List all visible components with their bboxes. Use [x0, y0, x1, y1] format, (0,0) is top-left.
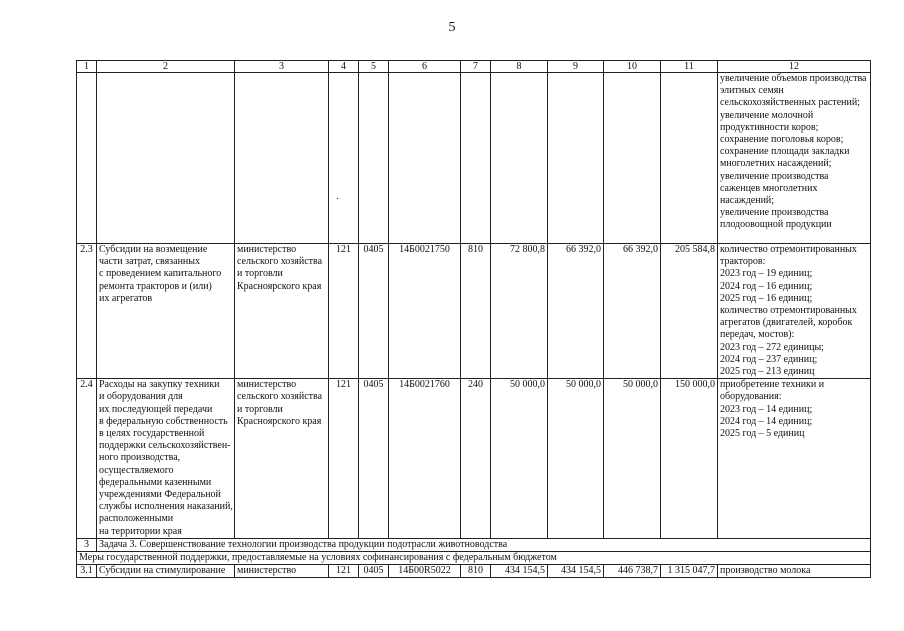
- col-header: 3: [235, 61, 329, 73]
- results-cell: [718, 244, 871, 379]
- result-line: 2023 год – 272 единицы;: [720, 341, 824, 353]
- name-line: федеральными казенными: [99, 476, 212, 488]
- amount-cell: 150 000,0: [661, 379, 718, 539]
- result-line: приобретение техники и: [720, 379, 825, 391]
- result-line: тракторов:: [720, 256, 766, 268]
- section-row: [77, 552, 871, 565]
- amount-cell: 50 000,0: [604, 379, 661, 539]
- name-line: на территории края: [99, 525, 182, 537]
- column-number-row: [77, 61, 871, 73]
- code-cell: 0405: [359, 379, 389, 539]
- result-line: продуктивности коров;: [720, 121, 819, 133]
- code-cell: 14Б0021750: [389, 244, 461, 379]
- table-row: [77, 565, 871, 578]
- executor-cell: [235, 379, 329, 539]
- result-line: 2025 год – 16 единиц;: [720, 292, 813, 304]
- result-line: насаждений;: [720, 195, 775, 207]
- code-cell: 0405: [359, 244, 389, 379]
- col-header: 2: [97, 61, 235, 73]
- code-cell: 810: [461, 244, 491, 379]
- executor-line: министерство: [237, 379, 297, 391]
- amount-cell: 446 738,7: [604, 565, 661, 578]
- results-cell: [718, 73, 871, 244]
- col-header: 6: [389, 61, 461, 73]
- executor-line: Красноярского края: [237, 280, 322, 292]
- measure-name-cell: [97, 244, 235, 379]
- scan-mark: ·: [336, 194, 340, 205]
- result-line: 2024 год – 14 единиц;: [720, 415, 813, 427]
- result-line: 2025 год – 213 единиц: [720, 366, 815, 378]
- name-line: ремонта тракторов и (или): [99, 280, 212, 292]
- executor-line: министерство: [237, 244, 297, 255]
- result-line: 2025 год – 5 единиц: [720, 428, 805, 440]
- result-line: увеличение производства: [720, 207, 829, 219]
- code-cell: 121: [329, 244, 359, 379]
- code-cell: 121: [329, 565, 359, 578]
- amount-cell: 205 584,8: [661, 244, 718, 379]
- row-number: 2.4: [77, 379, 97, 539]
- result-line: агрегатов (двигателей, коробок: [720, 317, 853, 329]
- results-cell: производство молока: [718, 565, 871, 578]
- result-line: 2023 год – 19 единиц;: [720, 268, 813, 280]
- result-line: сельскохозяйственных растений;: [720, 97, 860, 109]
- result-line: увеличение молочной: [720, 109, 814, 121]
- result-line: увеличение объемов производства: [720, 73, 867, 84]
- result-line: сохранение поголовья коров;: [720, 134, 844, 146]
- name-line: в целях государственной: [99, 428, 205, 440]
- col-header: 8: [491, 61, 548, 73]
- result-line: многолетних насаждений;: [720, 158, 832, 170]
- result-line: саженцев многолетних: [720, 182, 818, 194]
- continuation-row: [77, 73, 871, 244]
- amount-cell: 1 315 047,7: [661, 565, 718, 578]
- row-number: 2.3: [77, 244, 97, 379]
- task-row: [77, 538, 871, 551]
- col-header: 4: [329, 61, 359, 73]
- code-cell: 14Б00R5022: [389, 565, 461, 578]
- code-cell: 0405: [359, 565, 389, 578]
- result-line: сохранение площади закладки: [720, 146, 850, 158]
- amount-cell: 66 392,0: [604, 244, 661, 379]
- program-table: [76, 60, 871, 578]
- page-number: 5: [448, 20, 456, 35]
- result-line: количество отремонтированных: [720, 244, 857, 255]
- row-number: 3: [77, 538, 97, 551]
- result-line: 2024 год – 237 единиц;: [720, 353, 818, 365]
- task-title: Задача 3. Совершенствование технологии производства продукции подотрасли животноводства: [97, 538, 871, 551]
- name-line: учреждениями Федеральной: [99, 489, 221, 501]
- name-line: Расходы на закупку техники: [99, 379, 220, 391]
- result-line: оборудования:: [720, 391, 782, 403]
- result-line: плодоовощной продукции: [720, 219, 832, 231]
- result-line: увеличение производства: [720, 170, 829, 182]
- name-line: ного производства,: [99, 452, 181, 464]
- name-line: их агрегатов: [99, 292, 153, 304]
- row-number: 3.1: [77, 565, 97, 578]
- name-line: расположенными: [99, 513, 174, 525]
- table-row: [77, 379, 871, 539]
- executor-line: и торговли: [237, 403, 283, 415]
- name-line: с проведением капитального: [99, 268, 222, 280]
- name-line: Субсидии на возмещение: [99, 244, 208, 255]
- measure-name-cell: Субсидии на стимулирование: [97, 565, 235, 578]
- name-line: службы исполнения наказаний,: [99, 501, 233, 513]
- name-line: осуществляемого: [99, 464, 174, 476]
- name-line: в федеральную собственность: [99, 415, 228, 427]
- results-cell: [718, 379, 871, 539]
- section-title: Меры государственной поддержки, предоставляемые на условиях софинансирования с федеральным бюджетом: [77, 552, 871, 565]
- name-line: их последующей передачи: [99, 403, 213, 415]
- name-line: части затрат, связанных: [99, 256, 200, 268]
- code-cell: 14Б0021760: [389, 379, 461, 539]
- result-line: 2023 год – 14 единиц;: [720, 403, 813, 415]
- executor-cell: [235, 244, 329, 379]
- executor-cell: министерство: [235, 565, 329, 578]
- executor-line: и торговли: [237, 268, 283, 280]
- executor-line: сельского хозяйства: [237, 391, 323, 403]
- code-cell: 810: [461, 565, 491, 578]
- col-header: 10: [604, 61, 661, 73]
- result-line: элитных семян: [720, 85, 784, 97]
- result-line: 2024 год – 16 единиц;: [720, 280, 813, 292]
- amount-cell: 50 000,0: [548, 379, 604, 539]
- col-header: 5: [359, 61, 389, 73]
- code-cell: 121: [329, 379, 359, 539]
- executor-line: сельского хозяйства: [237, 256, 323, 268]
- amount-cell: 434 154,5: [491, 565, 548, 578]
- executor-line: Красноярского края: [237, 415, 322, 427]
- measure-name-cell: [97, 379, 235, 539]
- amount-cell: 434 154,5: [548, 565, 604, 578]
- code-cell: 240: [461, 379, 491, 539]
- result-line: количество отремонтированных: [720, 305, 857, 317]
- result-line: передач, мостов):: [720, 329, 795, 341]
- table-row: [77, 244, 871, 379]
- amount-cell: 72 800,8: [491, 244, 548, 379]
- col-header: 7: [461, 61, 491, 73]
- amount-cell: 50 000,0: [491, 379, 548, 539]
- name-line: и оборудования для: [99, 391, 183, 403]
- name-line: поддержки сельскохозяйствен-: [99, 440, 231, 452]
- col-header: 9: [548, 61, 604, 73]
- amount-cell: 66 392,0: [548, 244, 604, 379]
- col-header: 1: [77, 61, 97, 73]
- col-header: 12: [718, 61, 871, 73]
- col-header: 11: [661, 61, 718, 73]
